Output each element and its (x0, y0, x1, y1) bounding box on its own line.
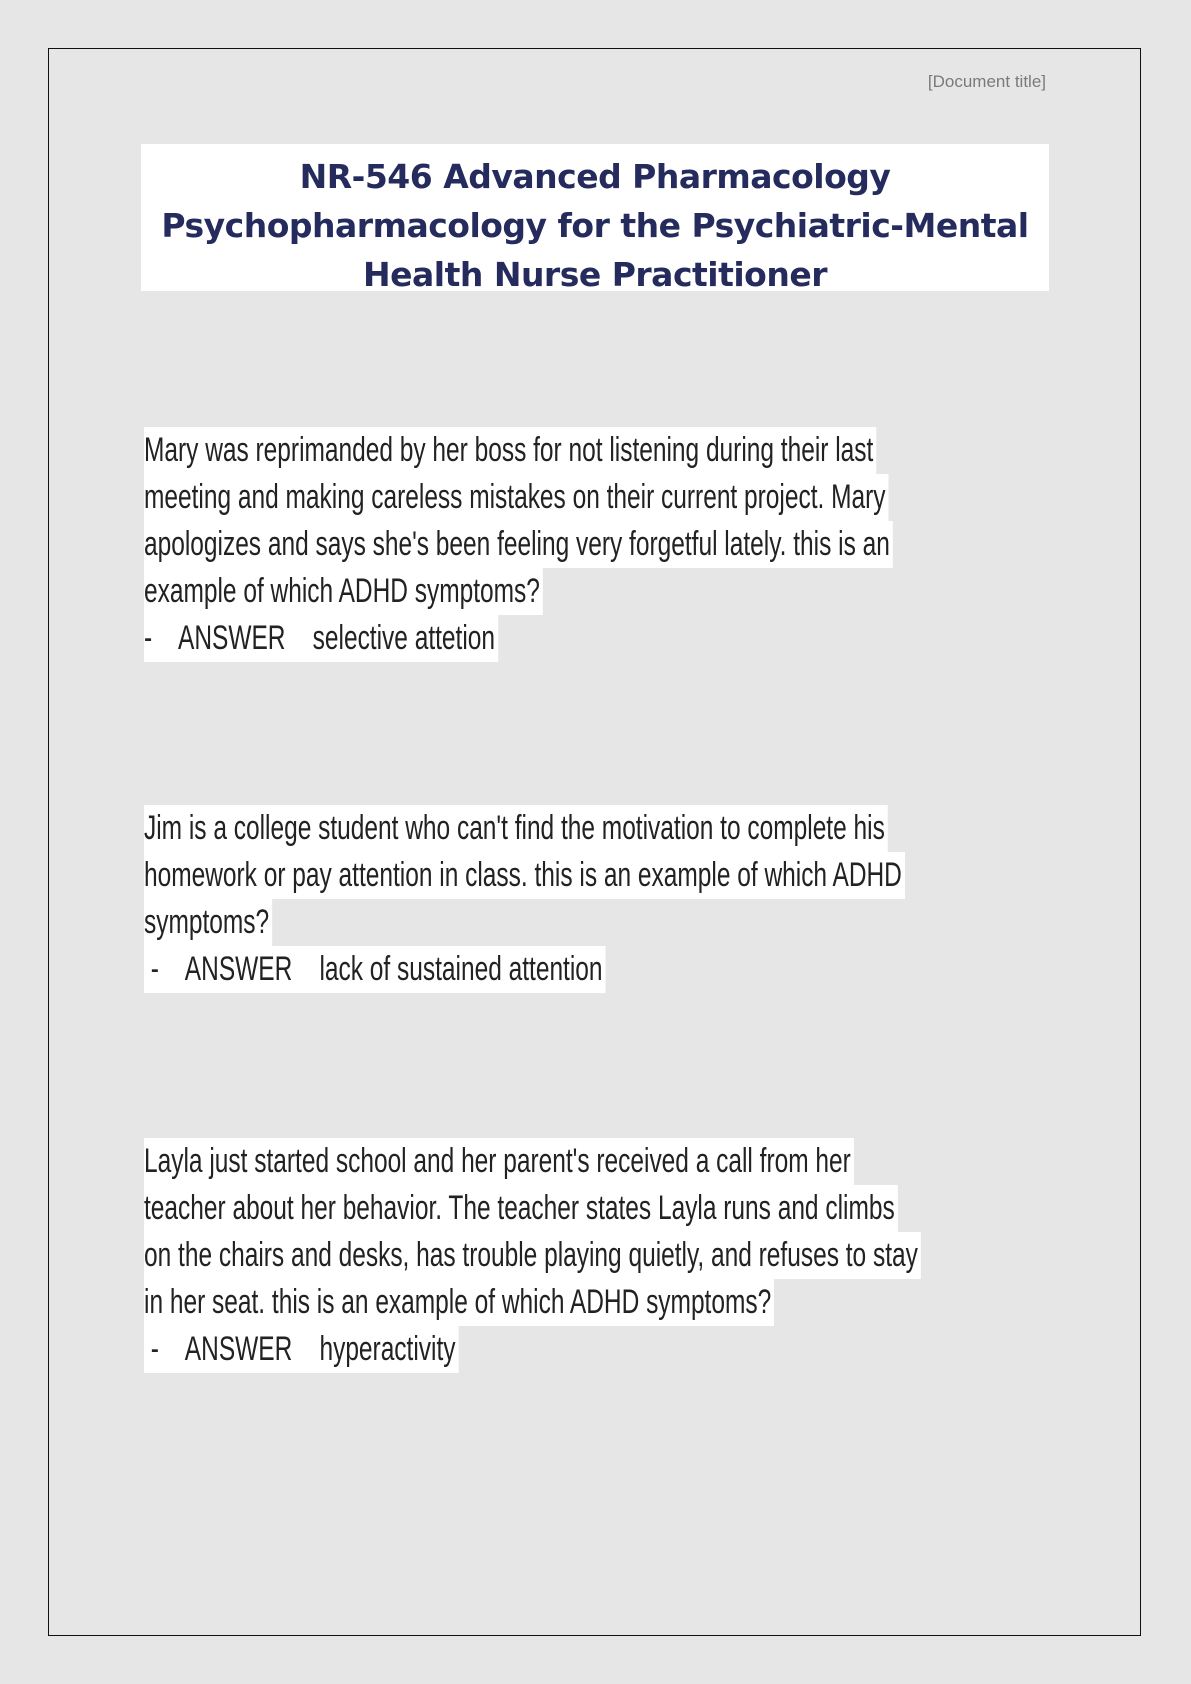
answer-text: - ANSWER lack of sustained attention (144, 946, 605, 993)
document-title-header: [Document title] (927, 72, 1046, 91)
question-text: Jim is a college student who can't find the motivation to complete his (144, 805, 888, 852)
question-2 (144, 805, 1191, 993)
question-1 (144, 427, 1184, 662)
question-text: apologizes and says she's been feeling very forgetful lately. this is an (144, 521, 893, 568)
question-text: symptoms? (144, 899, 272, 946)
answer-text: - ANSWER selective attetion (144, 615, 498, 662)
question-text: homework or pay attention in class. this is an example of which ADHD (144, 852, 905, 899)
question-text: on the chairs and desks, has trouble playing quietly, and refuses to stay (144, 1232, 921, 1279)
question-text: in her seat. this is an example of which ADHD symptoms? (144, 1279, 774, 1326)
question-text: teacher about her behavior. The teacher states Layla runs and climbs (144, 1185, 898, 1232)
question-text: meeting and making careless mistakes on their current project. Mary (144, 474, 888, 521)
title-line: NR-546 Advanced Pharmacology (299, 157, 891, 196)
title-block (141, 144, 1049, 294)
answer-text: - ANSWER hyperactivity (144, 1326, 458, 1373)
title-line: Psychopharmacology for the Psychiatric-Mental (161, 206, 1029, 245)
question-text: example of which ADHD symptoms? (144, 568, 543, 615)
question-text: Layla just started school and her parent's received a call from her (144, 1138, 854, 1185)
question-3 (144, 1138, 1191, 1373)
title-line: Health Nurse Practitioner (362, 255, 828, 294)
question-text: Mary was reprimanded by her boss for not listening during their last (144, 427, 876, 474)
